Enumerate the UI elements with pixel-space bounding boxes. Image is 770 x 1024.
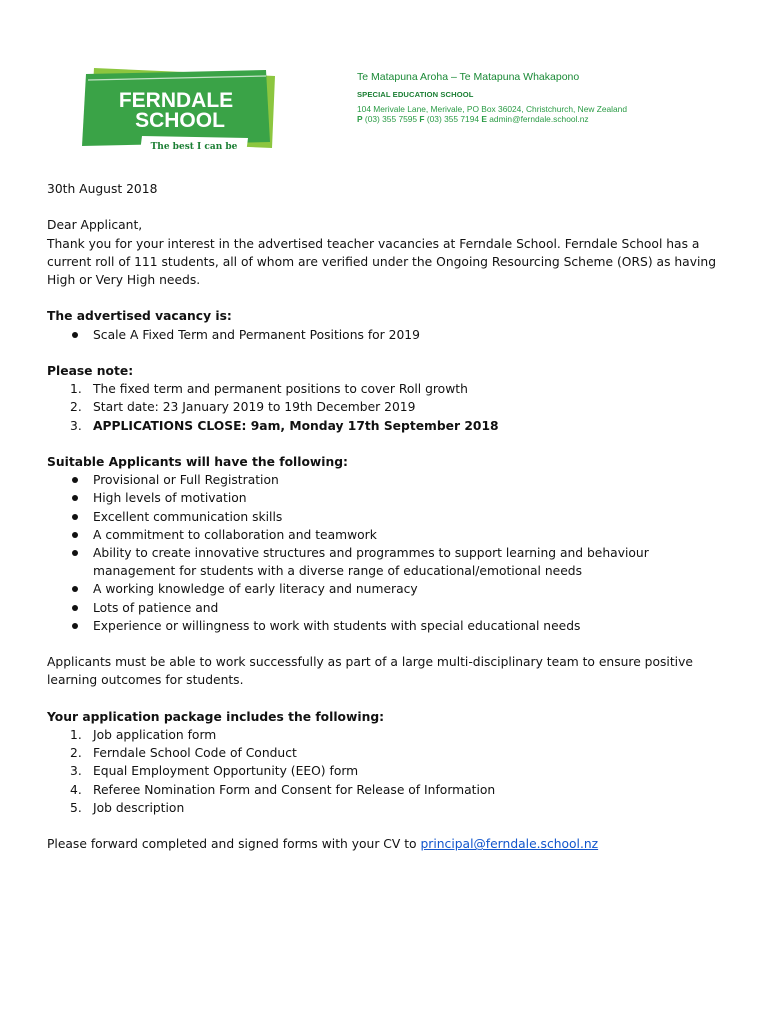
- school-type: SPECIAL EDUCATION SCHOOL: [357, 90, 474, 99]
- logo-tagline: The best I can be: [150, 142, 238, 152]
- list-item: High levels of motivation: [47, 489, 727, 507]
- note-text: APPLICATIONS CLOSE: 9am, Monday 17th September 2018: [93, 418, 499, 433]
- list-item: Scale A Fixed Term and Permanent Positions for 2019: [47, 326, 727, 344]
- intro-paragraph: Thank you for your interest in the advertised teacher vacancies at Ferndale School. Ferndale School has a current roll of 111 students, all of whom are verified under the Ongoing Resourcing Scheme (ORS) as having High or Very High needs.: [47, 236, 717, 287]
- list-item: 1. The fixed term and permanent positions to cover Roll growth: [70, 382, 468, 397]
- list-item: A commitment to collaboration and teamwork: [47, 526, 727, 544]
- package-text: Job description: [93, 800, 185, 815]
- list-item: 3. APPLICATIONS CLOSE: 9am, Monday 17th September 2018: [70, 418, 499, 433]
- list-item: Excellent communication skills: [47, 508, 727, 526]
- note-text: The fixed term and permanent positions to cover Roll growth: [93, 382, 468, 397]
- notes-list: [47, 380, 727, 435]
- package-text: Equal Employment Opportunity (EEO) form: [93, 764, 359, 779]
- qualities-list: [47, 471, 727, 635]
- note-heading: Please note:: [47, 363, 134, 378]
- list-item: 4. Referee Nomination Form and Consent for Release of Information: [70, 782, 496, 797]
- list-item: Lots of patience and: [47, 599, 727, 617]
- list-item: 1. Job application form: [70, 728, 217, 742]
- vacancy-heading: The advertised vacancy is:: [47, 309, 232, 324]
- logo-word-school: SCHOOL: [135, 109, 225, 132]
- letter-body: [47, 180, 727, 853]
- list-item: Provisional or Full Registration: [47, 471, 727, 489]
- school-address: 104 Merivale Lane, Merivale, PO Box 36024, Christchurch, New Zealand: [357, 104, 627, 114]
- ferndale-logo: [80, 66, 280, 164]
- package-list: [47, 726, 727, 817]
- closing-text: Please forward completed and signed forms with your CV to: [47, 837, 421, 852]
- logo-graphic: [80, 66, 280, 164]
- school-motto: Te Matapuna Aroha – Te Matapuna Whakapono: [357, 71, 580, 83]
- list-item: 2. Start date: 23 January 2019 to 19th December 2019: [70, 400, 416, 415]
- school-contact: [357, 114, 589, 124]
- email-label: E: [481, 114, 487, 124]
- package-text: Ferndale School Code of Conduct: [93, 746, 297, 761]
- fax-label: F: [419, 114, 425, 124]
- fax-number: (03) 355 7194: [426, 114, 480, 124]
- team-paragraph: Applicants must be able to work successfully as part of a large multi-disciplinary team to ensure positive learning outcomes for students.: [47, 655, 693, 688]
- list-item: A working knowledge of early literacy and numeracy: [47, 580, 727, 598]
- package-text: Referee Nomination Form and Consent for Release of Information: [93, 782, 496, 797]
- closing-paragraph: [47, 835, 727, 853]
- list-item: Ability to create innovative structures and programmes to support learning and behaviour management for students with a diverse range of educational/emotional needs: [47, 544, 727, 580]
- list-item: 5. Job description: [70, 800, 185, 815]
- list-item: 2. Ferndale School Code of Conduct: [70, 746, 297, 761]
- phone-number: (03) 355 7595: [364, 114, 418, 124]
- principal-email-link[interactable]: principal@ferndale.school.nz: [420, 837, 599, 852]
- package-heading: Your application package includes the following:: [47, 709, 385, 724]
- letter-date: 30th August 2018: [47, 182, 158, 196]
- package-text: Job application form: [93, 728, 217, 742]
- logo-word-ferndale: FERNDALE: [118, 89, 234, 112]
- list-item: 3. Equal Employment Opportunity (EEO) form: [70, 764, 359, 779]
- list-item: Experience or willingness to work with students with special educational needs: [47, 617, 727, 635]
- school-email: admin@ferndale.school.nz: [489, 114, 589, 124]
- vacancy-list: [47, 326, 727, 344]
- salutation: Dear Applicant,: [47, 218, 143, 233]
- phone-label: P: [357, 114, 363, 124]
- note-text: Start date: 23 January 2019 to 19th December 2019: [93, 400, 416, 415]
- suitable-heading: Suitable Applicants will have the following:: [47, 454, 348, 469]
